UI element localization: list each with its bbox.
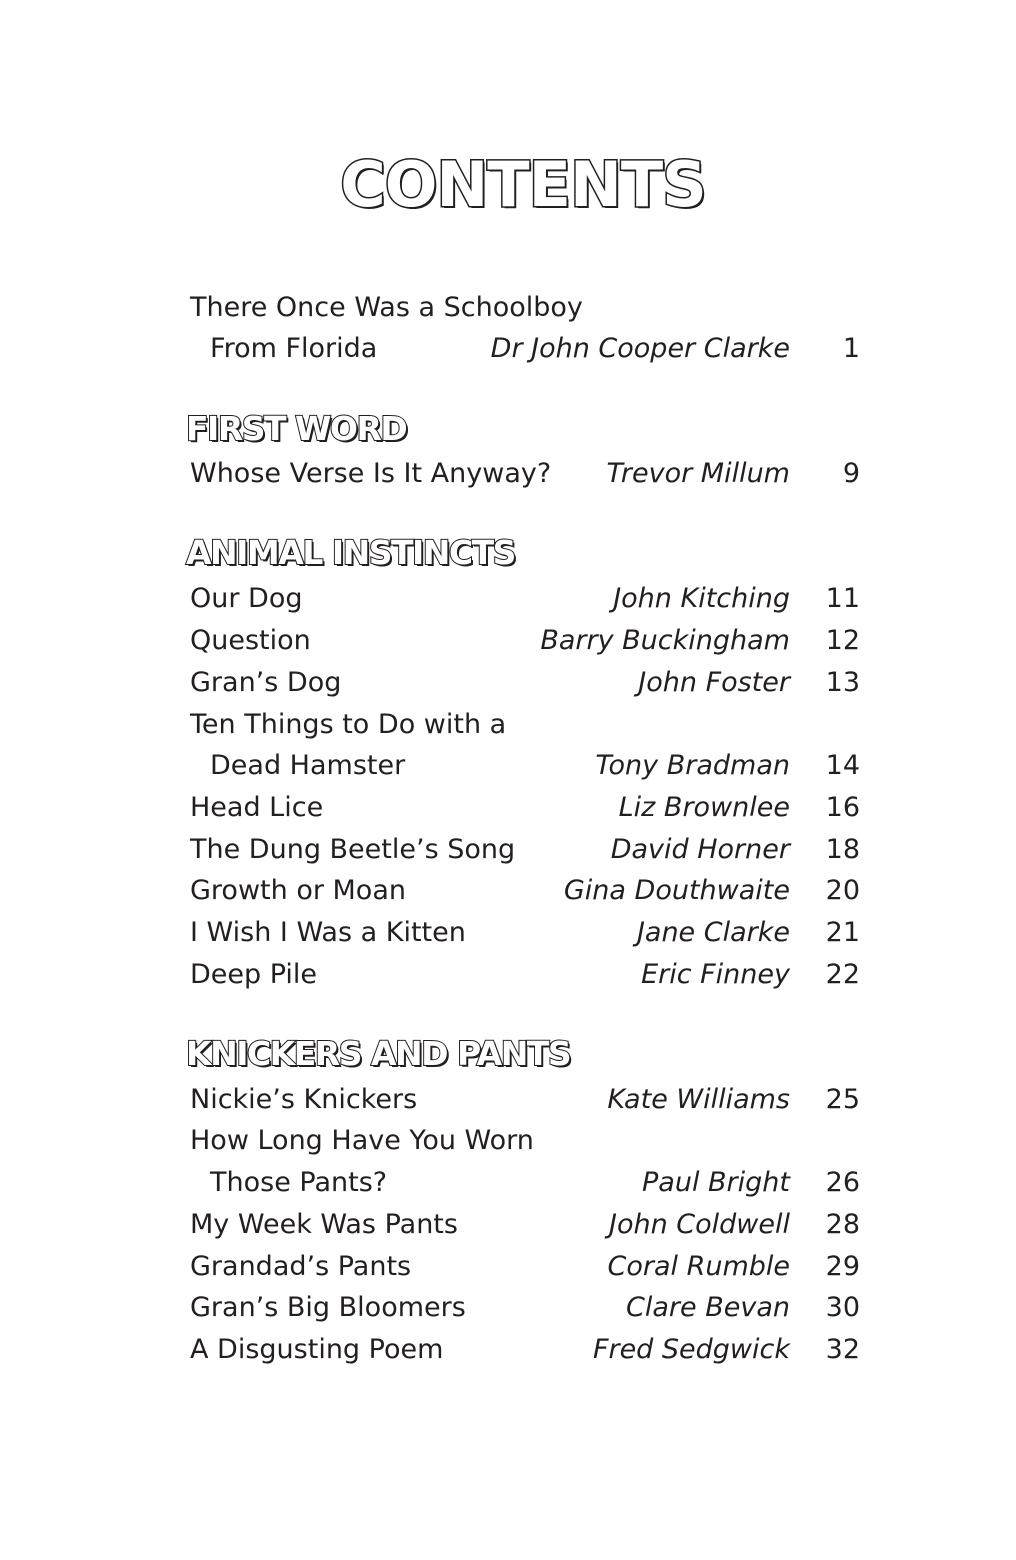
toc-entry[interactable] (190, 578, 860, 620)
entry-author: John Coldwell (609, 1209, 790, 1240)
toc-entry[interactable] (190, 1246, 860, 1288)
entry-title: Gran’s Dog (190, 667, 342, 698)
entry-page-number: 14 (825, 750, 860, 781)
toc-entry[interactable] (190, 870, 860, 912)
entry-author: Dr John Cooper Clarke (490, 333, 790, 364)
toc-entry[interactable] (190, 453, 860, 495)
entry-page-number: 32 (825, 1334, 860, 1365)
entry-page-number: 30 (825, 1292, 860, 1323)
section-heading-knickers-and-pants: KNICKERS AND PANTS (186, 1034, 571, 1073)
entry-author: Liz Brownlee (618, 792, 790, 823)
toc-entry[interactable] (190, 1287, 860, 1329)
entry-title: Head Lice (190, 792, 324, 823)
entry-page-number: 22 (825, 959, 860, 990)
entry-author: John Foster (638, 667, 790, 698)
entry-title: A Disgusting Poem (190, 1334, 444, 1365)
entry-title: Dead Hamster (210, 750, 406, 781)
entry-author: Barry Buckingham (540, 625, 790, 656)
toc-entry[interactable] (190, 1079, 860, 1121)
entry-title: Gran’s Big Bloomers (190, 1292, 466, 1323)
entry-title: From Florida (210, 333, 378, 364)
entry-title: The Dung Beetle’s Song (190, 834, 516, 865)
toc-entry[interactable] (190, 620, 860, 662)
toc-entry[interactable] (190, 662, 860, 704)
entry-page-number: 26 (825, 1167, 860, 1198)
toc-entry[interactable] (190, 1120, 860, 1162)
entry-author: Kate Williams (607, 1084, 790, 1115)
entry-title: Question (190, 625, 311, 656)
entry-page-number: 16 (825, 792, 860, 823)
toc-entry[interactable] (190, 1329, 860, 1371)
entry-author: Fred Sedgwick (592, 1334, 790, 1365)
page-title: CONTENTS (340, 147, 706, 221)
toc-entry-intro[interactable] (190, 287, 860, 329)
entry-title: Whose Verse Is It Anyway? (190, 458, 552, 489)
entry-title: Grandad’s Pants (190, 1251, 412, 1282)
entry-page-number: 13 (825, 667, 860, 698)
section-heading-animal-instincts: ANIMAL INSTINCTS (186, 533, 515, 572)
entry-author: Jane Clarke (636, 917, 790, 948)
entry-author: Paul Bright (642, 1167, 790, 1198)
entry-title: Deep Pile (190, 959, 318, 990)
entry-title: Growth or Moan (190, 875, 406, 906)
toc-entry[interactable] (190, 1204, 860, 1246)
toc-entry[interactable] (190, 912, 860, 954)
entry-title: I Wish I Was a Kitten (190, 917, 466, 948)
toc-entry[interactable] (190, 829, 860, 871)
toc-entry-intro-cont[interactable] (190, 328, 860, 370)
entry-page-number: 29 (825, 1251, 860, 1282)
section-heading-first-word: FIRST WORD (186, 409, 407, 448)
entry-title: There Once Was a Schoolboy (190, 292, 583, 323)
entry-author: Clare Bevan (626, 1292, 790, 1323)
entry-title: Those Pants? (210, 1167, 388, 1198)
entry-author: Gina Douthwaite (563, 875, 790, 906)
entry-page-number: 12 (825, 625, 860, 656)
toc-entry-cont[interactable] (190, 1162, 860, 1204)
entry-title: My Week Was Pants (190, 1209, 458, 1240)
entry-page-number: 20 (825, 875, 860, 906)
entry-author: John Kitching (613, 583, 790, 614)
entry-author: Trevor Millum (606, 458, 790, 489)
entry-page-number: 1 (842, 333, 860, 364)
entry-page-number: 21 (825, 917, 860, 948)
toc-entry[interactable] (190, 954, 860, 996)
entry-author: Eric Finney (641, 959, 790, 990)
entry-page-number: 9 (842, 458, 860, 489)
entry-title: Ten Things to Do with a (190, 709, 507, 740)
entry-page-number: 25 (825, 1084, 860, 1115)
entry-page-number: 11 (825, 583, 860, 614)
toc-entry-cont[interactable] (190, 745, 860, 787)
toc-entry[interactable] (190, 787, 860, 829)
entry-title: Nickie’s Knickers (190, 1084, 418, 1115)
entry-author: Tony Bradman (595, 750, 790, 781)
entry-title: Our Dog (190, 583, 303, 614)
entry-author: Coral Rumble (607, 1251, 790, 1282)
entry-page-number: 28 (825, 1209, 860, 1240)
toc-entry[interactable] (190, 704, 860, 746)
entry-title: How Long Have You Worn (190, 1125, 534, 1156)
entry-page-number: 18 (825, 834, 860, 865)
entry-author: David Horner (610, 834, 790, 865)
